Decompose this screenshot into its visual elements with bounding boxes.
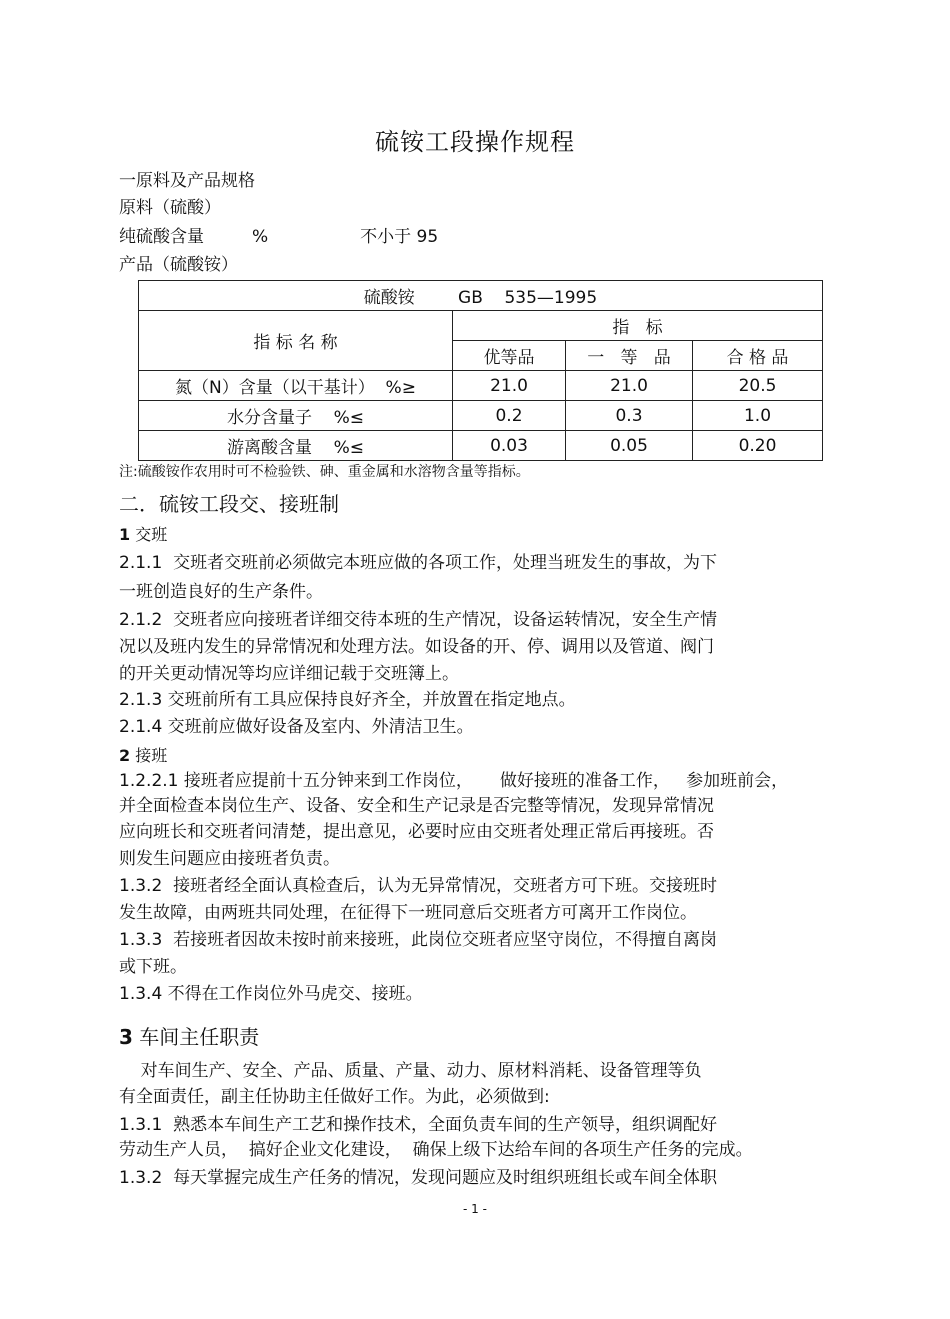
table-caption: 硫酸铵 GB 535—1995 bbox=[139, 281, 823, 311]
cell-value: 0.2 bbox=[453, 401, 566, 431]
cell-value: 0.03 bbox=[453, 431, 566, 461]
purity-line bbox=[119, 226, 438, 248]
paragraph-line: 1.3.3 若接班者因故未按时前来接班，此岗位交班者应坚守岗位，不得擅自离岗 bbox=[119, 930, 718, 950]
paragraph-line: 或下班。 bbox=[119, 957, 187, 977]
product-label: 产品（硫酸铵） bbox=[119, 255, 238, 275]
subheading-number: 2 bbox=[119, 746, 131, 765]
paragraph-line: 一班创造良好的生产条件。 bbox=[119, 582, 323, 602]
index-header: 指 标 bbox=[453, 311, 823, 341]
index-name-header: 指 标 名 称 bbox=[139, 311, 453, 371]
grade-header: 一 等 品 bbox=[566, 341, 693, 371]
section2-heading: 二．硫铵工段交、接班制 bbox=[119, 492, 339, 516]
spec-table bbox=[138, 280, 823, 461]
section3-number: 3 bbox=[119, 1025, 133, 1049]
paragraph-line: 1.3.2 每天掌握完成生产任务的情况，发现问题应及时组织班组长或车间全体职 bbox=[119, 1168, 718, 1188]
subheading-number: 1 bbox=[119, 525, 131, 544]
table-row bbox=[139, 371, 823, 401]
purity-unit: % bbox=[252, 227, 269, 247]
paragraph-line: 1.3.4 不得在工作岗位外马虎交、接班。 bbox=[119, 984, 423, 1004]
paragraph-line: 况以及班内发生的异常情况和处理方法。如设备的开、停、调用以及管道、阀门 bbox=[119, 637, 714, 657]
subheading-takeover bbox=[119, 743, 167, 766]
section3-title: 车间主任职责 bbox=[139, 1025, 260, 1049]
grade-header: 合 格 品 bbox=[693, 341, 823, 371]
table-row bbox=[139, 401, 823, 431]
paragraph-line: 对车间生产、安全、产品、质量、产量、动力、原材料消耗、设备管理等负 bbox=[119, 1061, 702, 1081]
paragraph-line: 1.2.2.1 接班者应提前十五分钟来到工作岗位， 做好接班的准备工作， 参加班前会， bbox=[119, 771, 789, 791]
cell-value: 21.0 bbox=[566, 371, 693, 401]
subheading-text: 交班 bbox=[135, 525, 168, 544]
purity-value: 不小于 95 bbox=[360, 227, 439, 247]
paragraph-line: 应向班长和交班者问清楚，提出意见，必要时应由交班者处理正常后再接班。否 bbox=[119, 822, 714, 842]
cell-value: 0.3 bbox=[566, 401, 693, 431]
paragraph-line: 2.1.4 交班前应做好设备及室内、外清洁卫生。 bbox=[119, 717, 474, 737]
paragraph-line: 2.1.2 交班者应向接班者详细交待本班的生产情况，设备运转情况，安全生产情 bbox=[119, 610, 718, 630]
paragraph-line: 2.1.1 交班者交班前必须做完本班应做的各项工作，处理当班发生的事故，为下 bbox=[119, 553, 718, 573]
paragraph-line: 有全面责任，副主任协助主任做好工作。为此，必须做到: bbox=[119, 1087, 550, 1107]
section1-heading: 一原料及产品规格 bbox=[119, 171, 255, 191]
paragraph-line: 发生故障，由两班共同处理，在征得下一班同意后交班者方可离开工作岗位。 bbox=[119, 903, 697, 923]
document-title: 硫铵工段操作规程 bbox=[375, 128, 575, 156]
table-caption-row bbox=[139, 281, 823, 311]
page-number: - 1 - bbox=[463, 1202, 487, 1216]
paragraph-line: 2.1.3 交班前所有工具应保持良好齐全，并放置在指定地点。 bbox=[119, 690, 576, 710]
paragraph-line: 1.3.2 接班者经全面认真检查后，认为无异常情况，交班者方可下班。交接班时 bbox=[119, 876, 718, 896]
paragraph-line: 劳动生产人员， 搞好企业文化建设， 确保上级下达给车间的各项生产任务的完成。 bbox=[119, 1140, 753, 1160]
grade-header: 优等品 bbox=[453, 341, 566, 371]
paragraph-line: 并全面检查本岗位生产、设备、安全和生产记录是否完整等情况，发现异常情况 bbox=[119, 796, 714, 816]
cell-value: 0.05 bbox=[566, 431, 693, 461]
cell-value: 1.0 bbox=[693, 401, 823, 431]
table-header-row bbox=[139, 311, 823, 341]
cell-value: 0.20 bbox=[693, 431, 823, 461]
row-name: 水分含量子 %≤ bbox=[139, 401, 453, 431]
cell-value: 20.5 bbox=[693, 371, 823, 401]
section3-heading bbox=[119, 1021, 259, 1050]
paragraph-line: 1.3.1 熟悉本车间生产工艺和操作技术，全面负责车间的生产领导，组织调配好 bbox=[119, 1115, 718, 1135]
paragraph-line: 则发生问题应由接班者负责。 bbox=[119, 849, 340, 869]
raw-material-label: 原料（硫酸） bbox=[119, 198, 221, 218]
table-row bbox=[139, 431, 823, 461]
cell-value: 21.0 bbox=[453, 371, 566, 401]
table-note: 注:硫酸铵作农用时可不检验铁、砷、重金属和水溶物含量等指标。 bbox=[119, 464, 530, 480]
subheading-handover bbox=[119, 522, 167, 545]
row-name: 氮（N）含量（以干基计） %≥ bbox=[139, 371, 453, 401]
subheading-text: 接班 bbox=[135, 746, 168, 765]
paragraph-line: 的开关更动情况等均应详细记载于交班簿上。 bbox=[119, 664, 459, 684]
row-name: 游离酸含量 %≤ bbox=[139, 431, 453, 461]
purity-label: 纯硫酸含量 bbox=[119, 227, 204, 247]
